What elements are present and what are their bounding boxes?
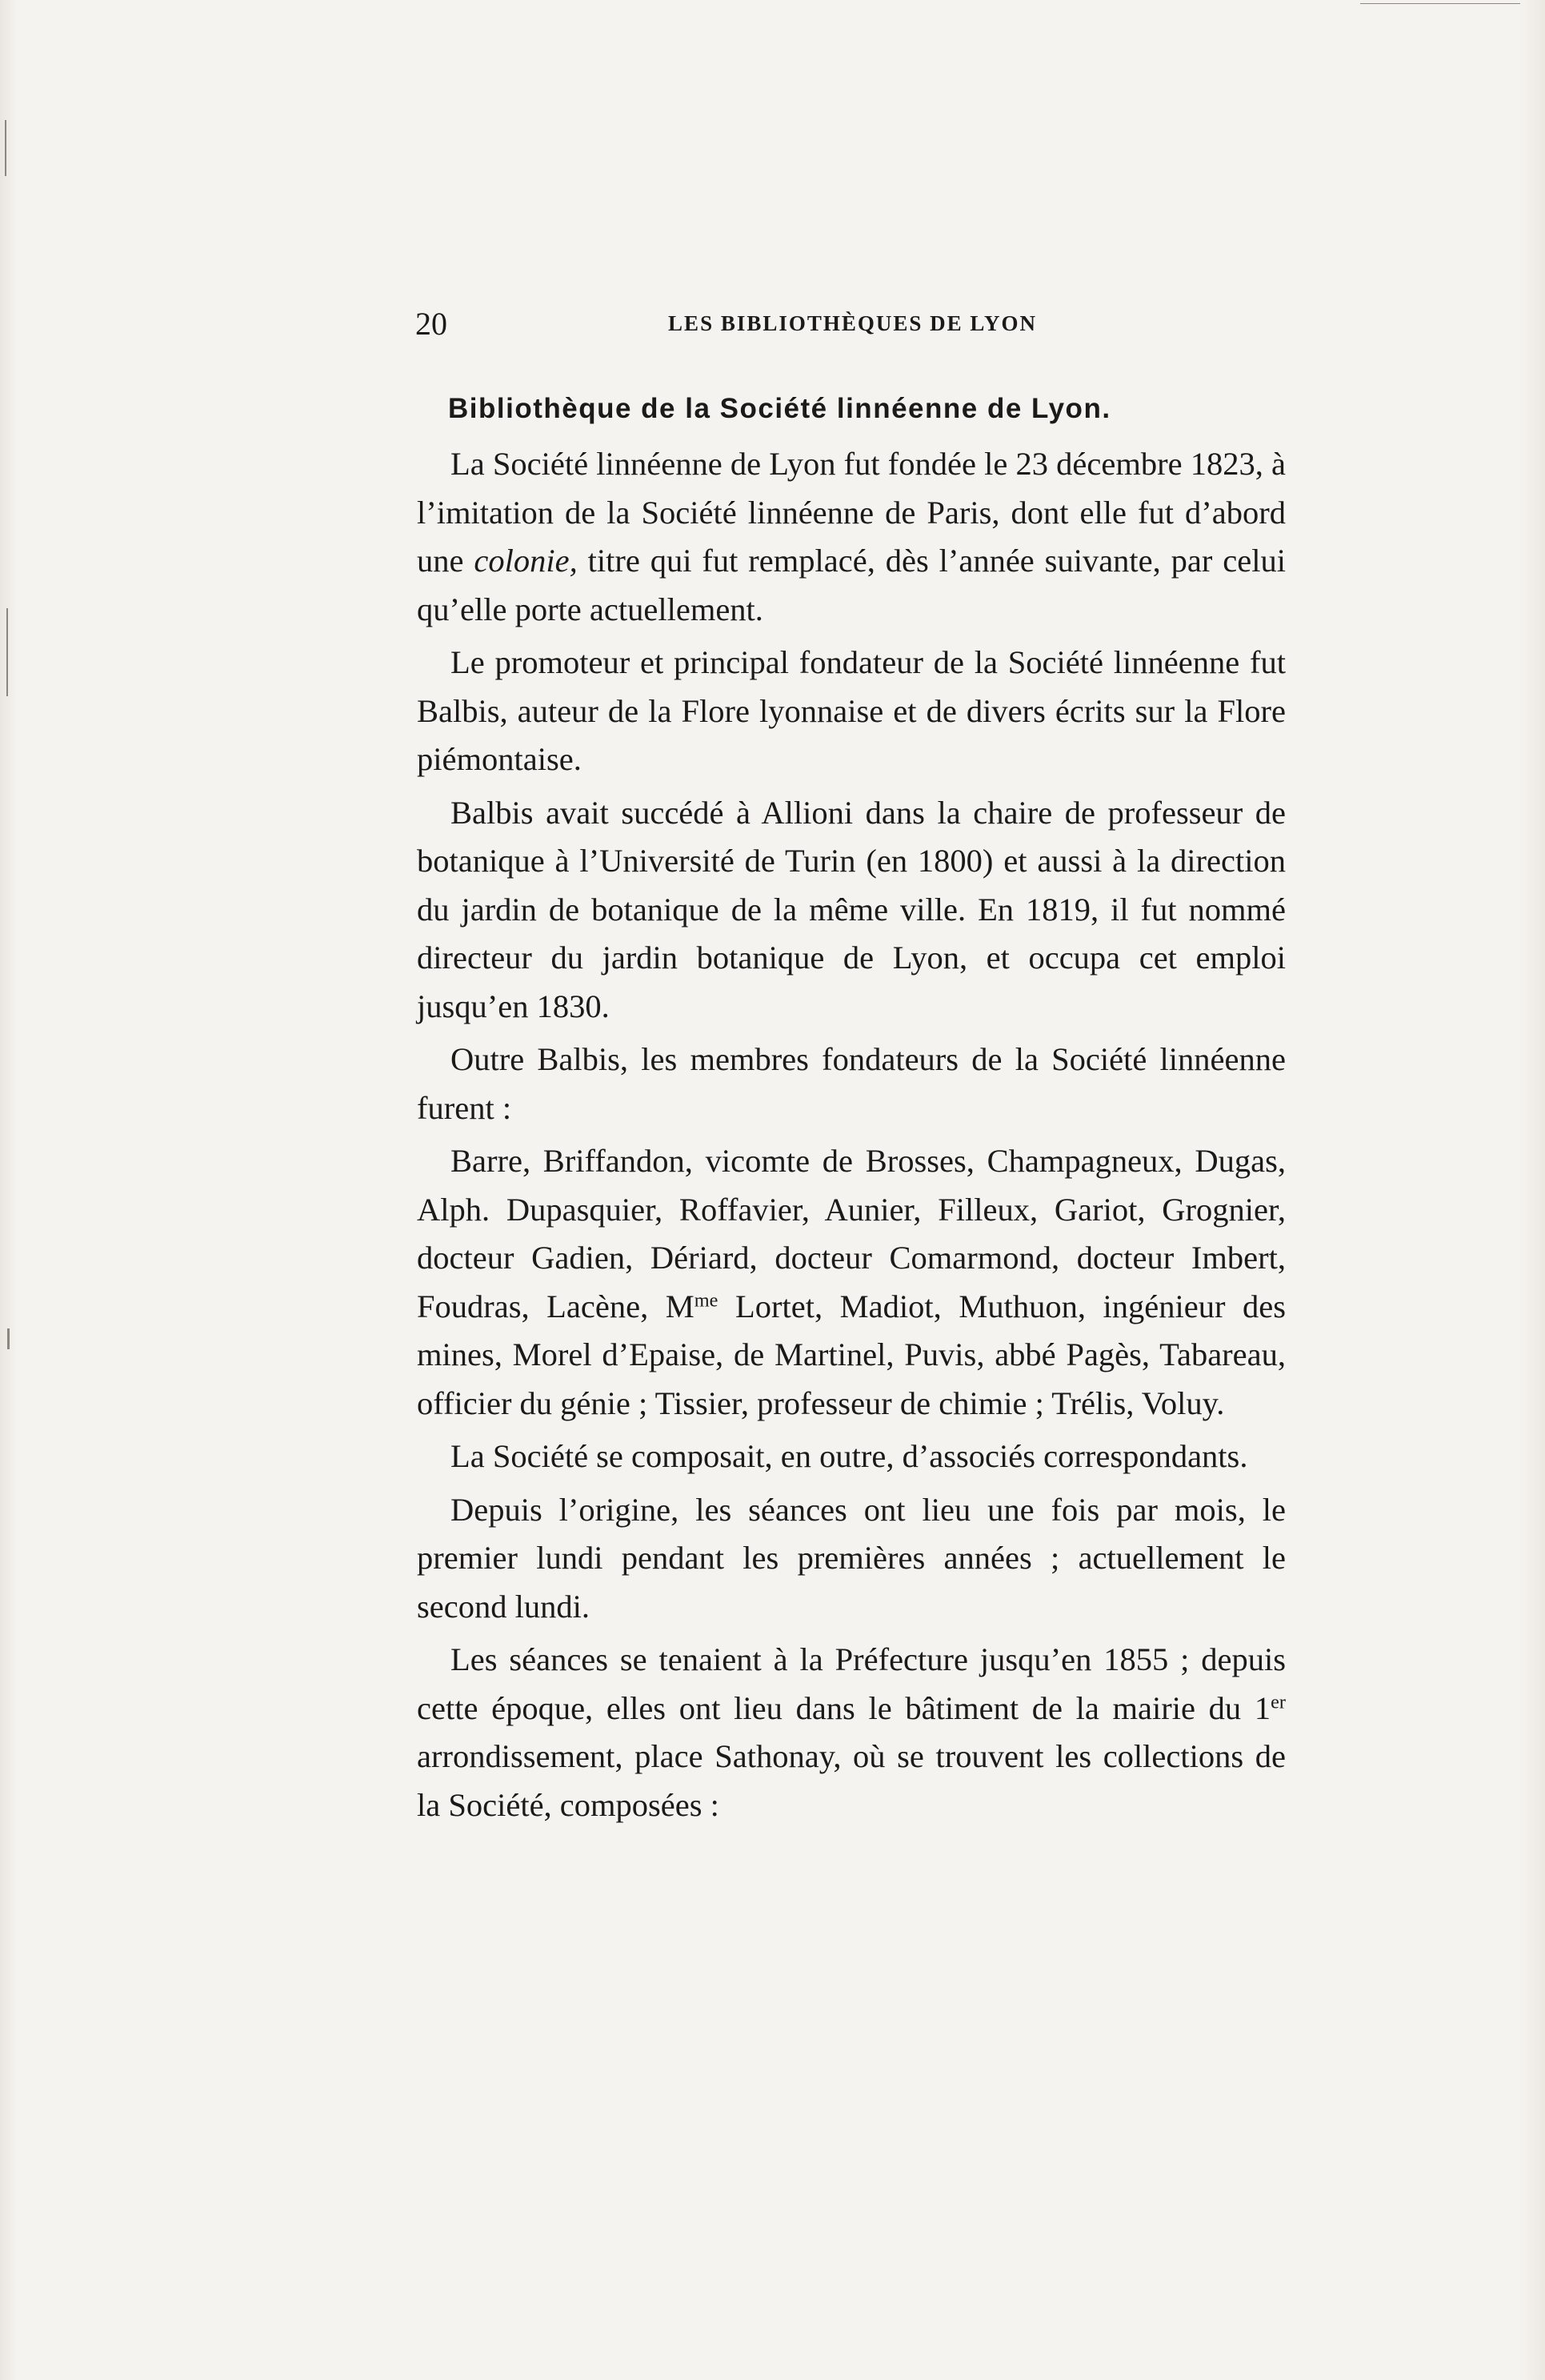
paragraph-text: Les séances se tenaient à la Préfecture jusqu’en 1855 ; depuis cette époque, elles ont lieu dans le bâtiment de la mairie du 1 (417, 1641, 1286, 1726)
paragraph-text: titre qui fut remplacé, dès l’année suivante, par celui qu’elle porte actuellement. (417, 543, 1286, 627)
paragraph-text: arrondissement, place Sathonay, où se trouvent les collections de la Société, composées : (417, 1738, 1286, 1823)
paragraph-text: Lortet, Madiot, Muthuon, ingénieur des mines, Morel d’Epaise, de Martinel, Puvis, abbé Pagès, Tabareau, officier du génie ; Tissier, professeur de chimie ; Trélis, Voluy. (417, 1288, 1286, 1421)
running-head: LES BIBLIOTHÈQUES DE LYON (668, 311, 1037, 335)
top-edge-mark (1360, 3, 1520, 4)
section-title: Bibliothèque de la Société linnéenne de Lyon. (448, 393, 1111, 424)
superscript: me (694, 1289, 718, 1312)
paragraph-founders-list (417, 1137, 1286, 1428)
paragraph-text: Barre, Briffandon, vicomte de Brosses, Champagneux, Dugas, Alph. Dupasquier, Roffavier, Aunier, Filleux, Gariot, Grognier, docteur Gadien, Dériard, docteur Comarmond, docteur Imbert, Foudras, Lacène, M (417, 1143, 1286, 1324)
superscript: er (1271, 1691, 1286, 1713)
page-header (415, 304, 1290, 344)
paragraph-location (417, 1636, 1286, 1829)
paragraph-text: La Société linnéenne de Lyon fut fondée le 23 décembre 1823, à l’imitation de la Société linnéenne de Paris, dont elle fut d’abord une (417, 446, 1286, 579)
left-edge-mark (7, 1328, 10, 1349)
paragraph-promoter: Le promoteur et principal fondateur de la Société linnéenne fut Balbis, auteur de la Flore lyonnaise et de divers écrits sur la Flore piémontaise. (417, 644, 1286, 777)
paragraph-balbis: Balbis avait succédé à Allioni dans la chaire de professeur de botanique à l’Université de Turin (en 1800) et aussi à la direction du jardin de botanique de la même ville. En 1819, il fut nommé directeur du jardin botanique de Lyon, et occupa cet emploi jusqu’en 1830. (417, 794, 1286, 1024)
paragraph-associates: La Société se composait, en outre, d’associés correspondants. (450, 1438, 1248, 1474)
left-edge-mark (6, 608, 8, 696)
left-edge-mark (5, 120, 6, 176)
paragraph-meetings: Depuis l’origine, les séances ont lieu une fois par mois, le premier lundi pendant les premières années ; actuellement le second lundi. (417, 1491, 1286, 1625)
page-number: 20 (415, 306, 447, 342)
paragraph-founders-intro: Outre Balbis, les membres fondateurs de la Société linnéenne furent : (417, 1041, 1286, 1126)
italic-term: colonie, (474, 543, 578, 579)
body-text (417, 440, 1286, 1834)
paragraph-founding (417, 440, 1286, 634)
